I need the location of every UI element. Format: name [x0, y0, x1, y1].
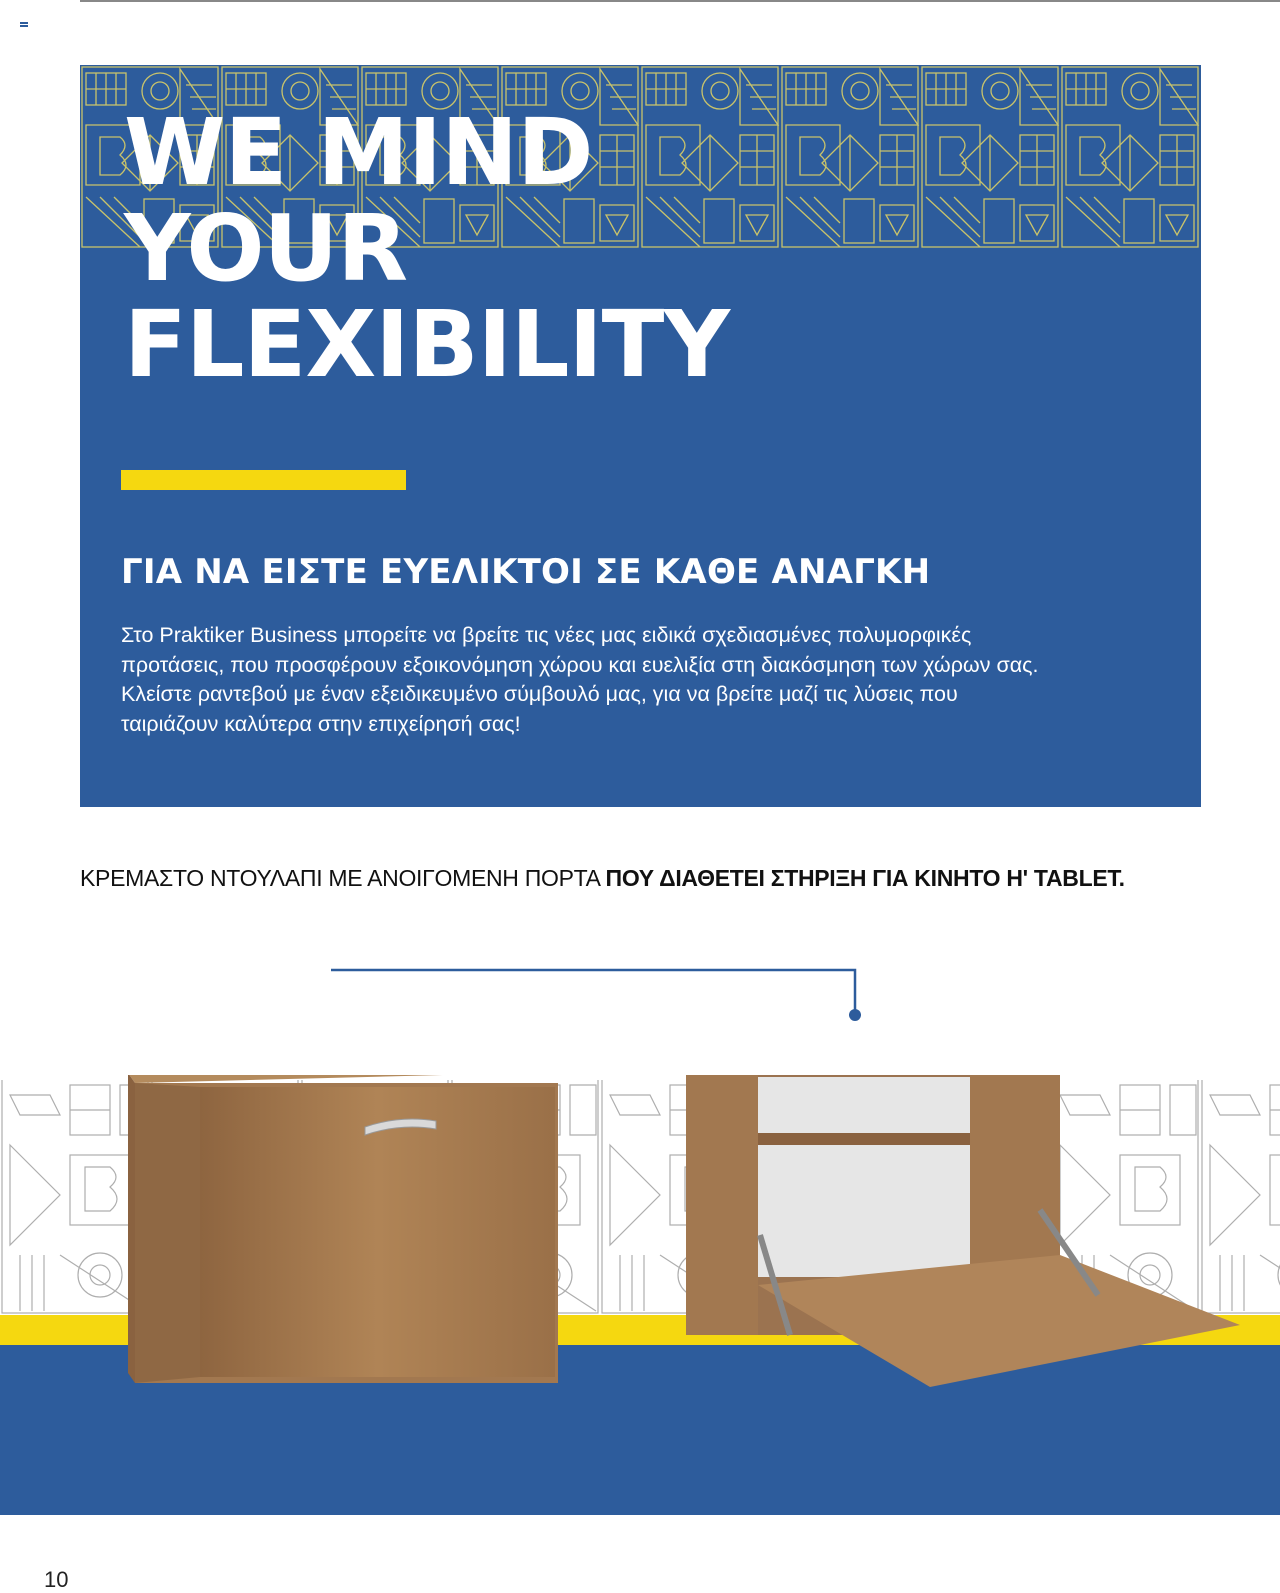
product-caption [80, 865, 1125, 892]
product-showcase [0, 1075, 1280, 1515]
caption-regular: ΚΡΕΜΑΣΤΟ ΝΤΟΥΛΑΠΙ ΜΕ ΑΝΟΙΓΟΜΕΝΗ ΠΟΡΤΑ [80, 865, 606, 891]
body-paragraph: Στο Praktiker Business μπορείτε να βρείτε τις νέες μας ειδικά σχεδιασμένες πολυμορφικές προτάσεις, που προσφέρουν εξοικονόμηση χώρου και ευελιξία στη διακόσμηση των χώρων σας. Κλείστε ραντεβού με έναν εξειδικευμένο σύμβουλό μας, για να βρείτε μαζί τις λύσεις που ταιριάζουν καλύτερα στην επιχείρησή σας! [121, 623, 1039, 736]
top-rule [80, 0, 1280, 2]
headline-line: YOUR [124, 195, 408, 302]
closed-cabinet-image [128, 1075, 558, 1383]
subheading: ΓΙΑ ΝΑ ΕΙΣΤΕ ΕΥΕΛΙΚΤΟΙ ΣΕ ΚΑΘΕ ΑΝΑΓΚΗ [121, 552, 931, 592]
accent-bar [121, 470, 406, 490]
caption-bold: ΠΟΥ ΔΙΑΘΕΤΕΙ ΣΤΗΡΙΞΗ ΓΙΑ ΚΙΝΗΤΟ Η' TABLET. [605, 865, 1125, 891]
flag-mark-icon [20, 22, 28, 28]
page-number: 10 [44, 1567, 69, 1592]
headline-line: FLEXIBILITY [124, 291, 730, 398]
headline [124, 99, 730, 398]
callout-line [330, 965, 870, 1025]
headline-line: WE MIND [124, 99, 593, 206]
hero-banner [80, 65, 1201, 807]
